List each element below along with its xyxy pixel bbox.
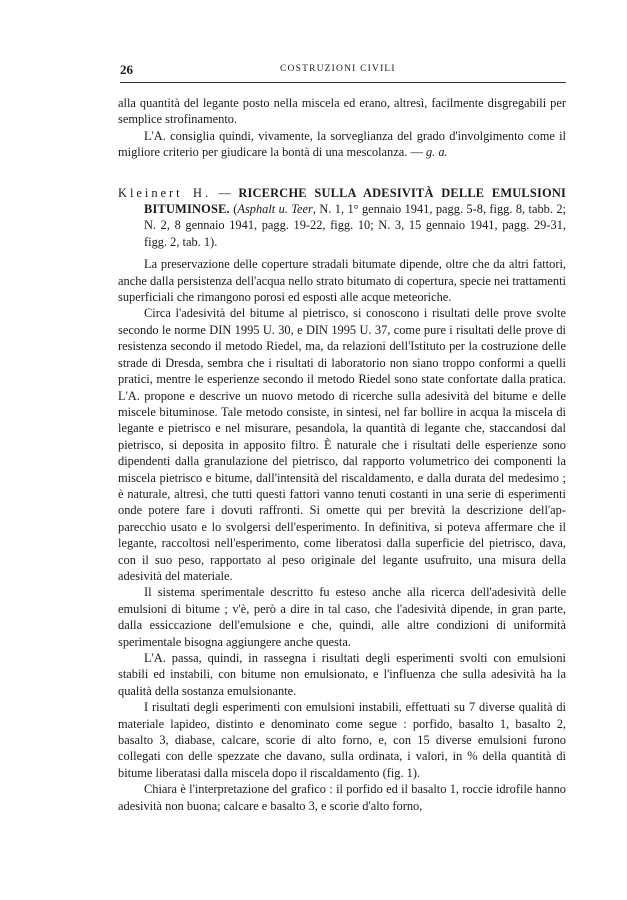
continuation-paragraph: alla quantità del legante posto nella miscela ed erano, altresì, facilmente disgregabili per semplice strofinamento.	[118, 96, 566, 127]
body-paragraph: L'A. passa, quindi, in rassegna i risultati degli esperimenti svolti con emulsioni stabili ed instabili, con bitume non emulsionato, e l'influenza che sulla adesività ha la qualità della sostanza emulsionante.	[118, 651, 566, 698]
entry-author: Kleinert H.	[118, 185, 212, 200]
header-rule	[120, 82, 566, 83]
body-paragraph: Circa l'adesività del bitume al pietrisco, si conoscono i risultati delle prove svolte secondo le norme DIN 1995 U. 30, e DIN 1995 U. 37, come pure i risultati delle prove di resistenza secondo il metodo Riedel, ma, da relazioni dell'Istituto per la costruzione delle strade di Dresda, sembra che i risultati di laboratorio non siano troppo conformi a quelli pratici, mentre le esperienze secondo il metodo Riedel sono state confortate dalla pratica. L'A. propone e descrive un nuovo metodo di ricerche sulla adesività del bitume e delle miscele bituminose. Tale metodo consiste, in sintesi, nel far bollire in acqua la miscela di legante e pietrisco e nel misurare, pesandola, la quantità di legante che, staccandosi dal pietrisco, si deposita in apposito filtro. È naturale che i risultati delle esperienze sono dipendenti dalla granulazione del pietrisco, dal rapporto volumetrico dei componenti la miscela pietrisco e bitume, dall'intensità del riscaldamento, e dalla durata del medesimo ; è naturale, altresì, che tutti questi fattori vanno tenuti costanti in una serie di esperimenti onde potere fare i dovuti raffronti. Si omette qui per brevità la descrizione dell'apparecchio usato e lo svolgersi dell'esperimento. In definitiva, si poteva affermare che il legante, raccoltosi nell'esperimento, come liberatosi dalla superficie del pietrisco, dava, con il suo peso, rapportato al peso originale del legante usufruito, una misura della adesività del materiale.	[118, 306, 566, 583]
entry-journal: Asphalt u. Teer	[237, 202, 313, 217]
continuation-paragraph-closing	[118, 128, 566, 161]
closing-text: L'A. consiglia quindi, vivamente, la sorveglianza del grado d'involgimento come il migliore criterio per giudicare la bontà di una mescolanza. —	[118, 128, 566, 160]
body-paragraph: I risultati degli esperimenti con emulsioni instabili, effettuati su 7 diverse qualità di materiale lapideo, distinto e denominato come segue : porfido, basalto 1, basalto 2, basalto 3, diabase, calcare, scorie di alto forno, e, con 15 diverse emulsioni furono collegati con delle spezzate che davano, sulla ordinata, i valori, in % della quantità di bitume liberatasi dalla miscela dopo il riscaldamento (fig. 1).	[118, 700, 566, 780]
body-paragraph: La preservazione delle coperture stradali bitumate dipende, oltre che da altri fattori, anche dalla persistenza dell'acqua nello strato bitumato di copertura, specie nei trattamenti superficiali che rimangono porosi ed esposti alle acque meteoriche.	[118, 257, 566, 305]
entry-title: RICERCHE SULLA ADESIVITÀ DELLE EMULSIONI BITUMINOSE.	[144, 185, 566, 217]
page-header	[120, 62, 566, 78]
reviewer-signature: g. a.	[425, 145, 448, 160]
article-body	[118, 95, 566, 814]
body-paragraph: Il sistema sperimentale descritto fu esteso anche alla ricerca dell'adesività delle emulsioni di bitume ; v'è, però a dire in tal caso, che l'adesività dipende, in gran parte, dalla essiccazione dell'emulsione e che, quindi, alle altre condizioni di uniformità sperimentale bisogna aggiungere anche questa.	[118, 585, 566, 649]
entry-separator: —	[211, 185, 239, 200]
entry-citation: , N. 1, 1° gennaio 1941, pagg. 5-8, figg. 8, tabb. 2; N. 2, 8 gennaio 1941, pagg. 19-22, figg. 10; N. 3, 15 gennaio 1941, pagg. 29-31, figg. 2, tab. 1).	[144, 202, 566, 249]
bibliographic-entry: Kleinert H. — RICERCHE SULLA ADESIVITÀ DELLE EMULSIONI BITUMINOSE. (Asphalt u. Teer, N. 1, 1° gennaio 1941, pagg. 5-8, figg. 8, tabb. 2; N. 2, 8 gennaio 1941, pagg. 19-22, figg. 10; N. 3, 15 gennaio 1941, pagg. 29-31, figg. 2, tab. 1).	[118, 185, 566, 249]
page-number: 26	[120, 62, 133, 77]
running-title: COSTRUZIONI CIVILI	[280, 64, 396, 74]
body-paragraph: Chiara è l'interpretazione del grafico : il porfido ed il basalto 1, roccie idrofile hanno adesività non buona; calcare e basalto 3, e scorie d'alto forno,	[118, 782, 566, 813]
